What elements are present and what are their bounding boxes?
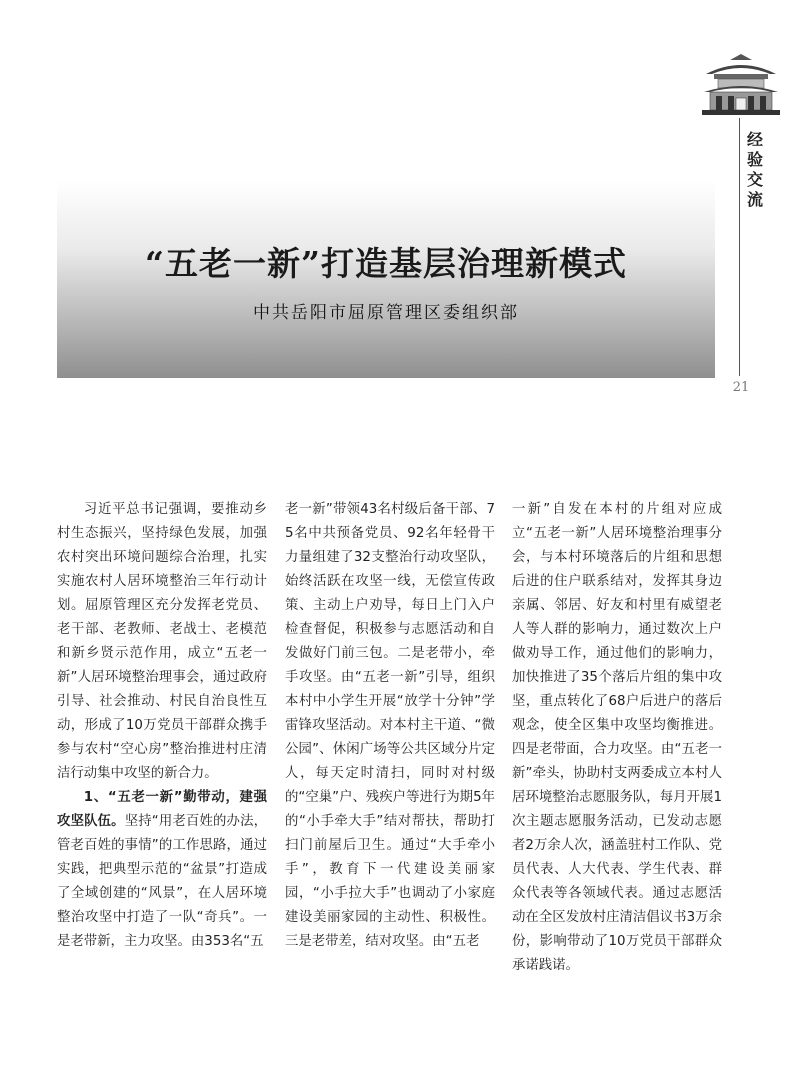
header-divider — [739, 118, 740, 376]
paragraph — [57, 786, 267, 954]
section-heading: 1、“五老一新”勤带动，建强攻坚队伍。 — [57, 790, 267, 829]
paragraph-text: 坚持“用老百姓的办法，管老百姓的事情”的工作思路，通过实践，把典型示范的“盆景”打造成了全域创建的“风景”，在人居环境整治攻坚中打造了一队“奇兵”。一是老带新，主力攻坚。由353名“五 — [57, 814, 267, 949]
pavilion-icon — [700, 52, 782, 118]
page-number: 21 — [732, 380, 750, 395]
article-author: 中共岳阳市屈原管理区委组织部 — [253, 303, 519, 323]
article-title: “五老一新”打造基层治理新模式 — [145, 244, 627, 283]
paragraph: 一新”自发在本村的片组对应成立“五老一新”人居环境整治理事分会，与本村环境落后的片组和思想后进的住户联系结对，发挥其身边亲属、邻居、好友和村里有威望老人等人群的影响力，通过数次上户做劝导工作，通过他们的影响力，加快推进了35个落后片组的集中攻坚，重点转化了68户后进户的落后观念，使全区集中攻坚均衡推进。四是老带面，合力攻坚。由“五老一新”牵头，协助村支两委成立本村人居环境整治志愿服务队，每月开展1次主题志愿服务活动，已发动志愿者2万余人次，涵盖驻村工作队、党员代表、人大代表、学生代表、群众代表等各领域代表。通过志愿活动在全区发放村庄清洁倡议书3万余份，影响带动了10万党员干部群众承诺践诺。 — [512, 502, 722, 973]
text-column-2 — [285, 498, 495, 954]
paragraph: 习近平总书记强调，要推动乡村生态振兴，坚持绿色发展，加强农村突出环境问题综合治理，扎实实施农村人居环境整治三年行动计划。屈原管理区充分发挥老党员、老干部、老教师、老战士、老模范和新乡贤示范作用，成立“五老一新”人居环境整治理事会，通过政府引导、社会推动、村民自治良性互动，形成了10万党员干部群众携手参与农村“空心房”整治推进村庄清洁行动集中攻坚的新合力。 — [57, 502, 267, 781]
text-column-1 — [57, 498, 267, 954]
text-column-3 — [512, 498, 722, 978]
title-banner — [57, 180, 715, 378]
section-label: 经验交流 — [746, 130, 763, 209]
paragraph: 老一新”带领43名村级后备干部、75名中共预备党员、92名年轻骨干力量组建了32支整治行动攻坚队，始终活跃在攻坚一线，无偿宣传政策、主动上户劝导，每日上门入户检查督促，积极参与志愿活动和自发做好门前三包。二是老带小，牵手攻坚。由“五老一新”引导，组织本村中小学生开展“放学十分钟”学雷锋攻坚活动。对本村主干道、“微公园”、休闲广场等公共区域分片定人，每天定时清扫，同时对村级的“空巢”户、残疾户等进行为期5年的“小手牵大手”结对帮扶，帮助打扫门前屋后卫生。通过“大手牵小手”，教育下一代建设美丽家园，“小手拉大手”也调动了小家庭建设美丽家园的主动性、积极性。三是老带差，结对攻坚。由“五老 — [285, 502, 495, 949]
